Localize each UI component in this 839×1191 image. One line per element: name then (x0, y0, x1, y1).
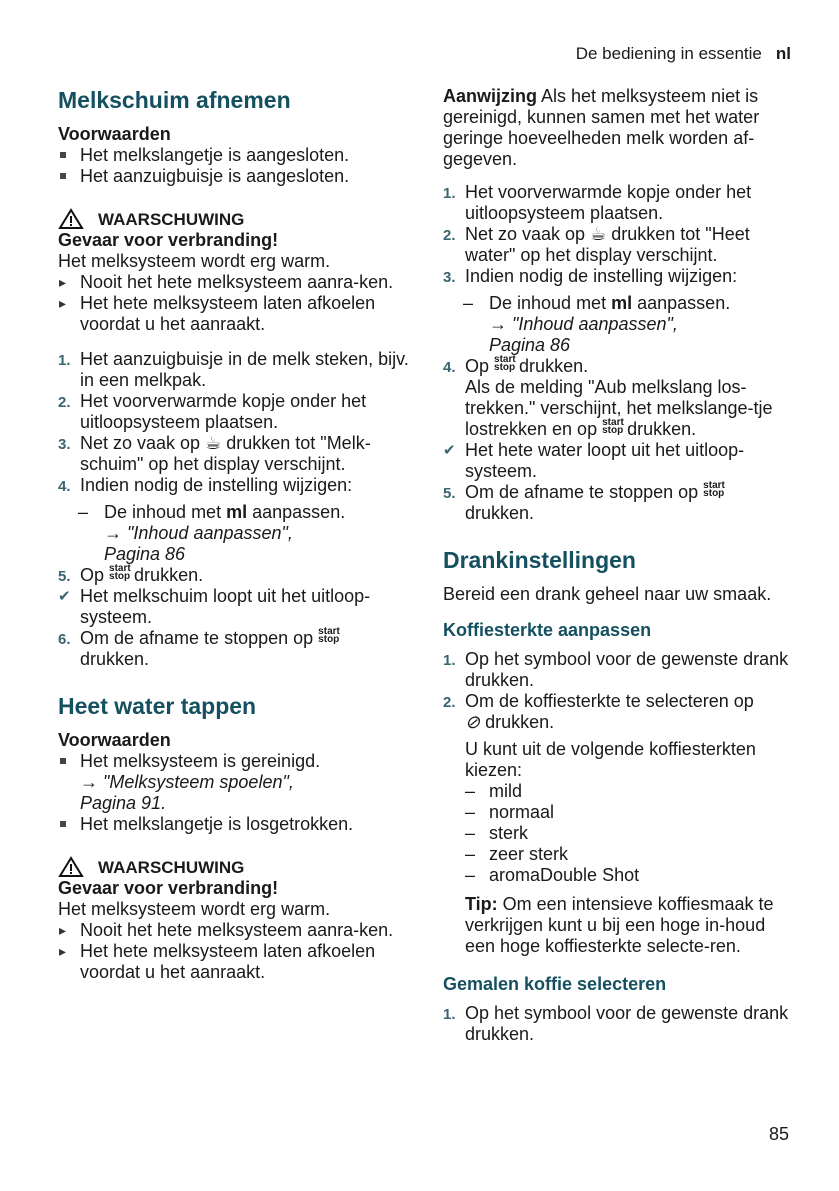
warning-icon (58, 856, 84, 878)
ground-coffee-title: Gemalen koffie selecteren (443, 974, 667, 994)
step-item: 5. Op start stop drukken. (58, 563, 204, 585)
result: ✔ Het hete water loopt uit het uitloop-systeem. (443, 440, 745, 481)
ground-steps (443, 1003, 795, 1045)
step-item: 4. Indien nodig de instelling wijzigen: (58, 475, 353, 495)
section-title: De bediening in essentie (575, 44, 762, 63)
milk-step-5 (58, 565, 410, 586)
start-stop-icon: start stop (494, 354, 516, 373)
start-stop-icon: start stop (703, 480, 725, 499)
start-stop-icon: start stop (602, 417, 624, 436)
step-item: 1. Op het symbool voor de gewenste drank drukken. (443, 649, 789, 690)
start-stop-icon: start stop (318, 626, 340, 645)
coffee-strength-icon: ⊘ (465, 712, 481, 732)
warning-icon (58, 208, 84, 230)
tip: Tip: Om een intensieve koffiesmaak te verkrijgen kunt u bij een hoge in-houd een hoge koffiesterkte selecte-ren. (465, 894, 774, 956)
left-column (58, 84, 410, 983)
water-prereq-list (58, 751, 410, 835)
list-item: Het melksysteem is gereinigd. → "Melksysteem spoelen", Pagina 91. (58, 751, 410, 814)
language-code: nl (775, 44, 791, 63)
warning-headline: Gevaar voor verbranding! (58, 230, 279, 250)
sub-step: – De inhoud met ml aanpassen. (463, 293, 731, 313)
water-step-4 (443, 356, 795, 377)
strength-option: – mild (465, 781, 523, 801)
right-column (443, 84, 795, 1045)
drinks-title: Drankinstellingen (443, 547, 636, 573)
warning-text: Het melksysteem wordt erg warm. (58, 251, 331, 271)
warning-list (58, 272, 410, 335)
list-item: ▸ Het hete melksysteem laten afkoelen voordat u het aanraakt. (58, 941, 410, 983)
list-item: Het aanzuigbuisje is aangesloten. (58, 166, 410, 187)
milk-prereq-title: Voorwaarden (58, 124, 171, 144)
warning-text: Het melksysteem wordt erg warm. (58, 899, 331, 919)
step-item: 3. Indien nodig de instelling wijzigen: (443, 266, 738, 286)
milk-title: Melkschuim afnemen (58, 87, 291, 113)
warning-label: WAARSCHUWING (98, 209, 245, 229)
list-item: ▸ Nooit het hete melksysteem aanra-ken. (58, 920, 410, 941)
water-title: Heet water tappen (58, 693, 257, 719)
strength-option: – aromaDouble Shot (465, 865, 640, 885)
list-item: Het melkslangetje is aangesloten. (58, 145, 410, 166)
page-number: 85 (768, 1124, 789, 1144)
cross-reference: → "Inhoud aanpassen", (104, 523, 293, 543)
checkmark-icon: ✔ (443, 442, 456, 459)
step-item: 6. Om de afname te stoppen op start stop drukken. (58, 626, 340, 669)
strength-option: – normaal (465, 802, 555, 822)
water-steps (443, 182, 795, 287)
warning-list (58, 920, 410, 983)
strength-choose: U kunt uit de volgende koffiesterkten kiezen: (465, 739, 756, 780)
result: ✔ Het melkschuim loopt uit het uitloop-systeem. (58, 586, 371, 627)
strength-option: – sterk (465, 823, 529, 843)
drinks-intro: Bereid een drank geheel naar uw smaak. (443, 584, 772, 604)
step-item: 2. Net zo vaak op ☕︎ drukken tot "Heet water" op het display verschijnt. (443, 224, 750, 265)
list-item: ▸ Nooit het hete melksysteem aanra-ken. (58, 272, 410, 293)
water-warning-header (58, 856, 410, 878)
step-item: 1. Op het symbool voor de gewenste drank drukken. (443, 1003, 789, 1044)
cross-reference-page: Pagina 86 (104, 544, 186, 564)
step-item: 5. Om de afname te stoppen op start stop drukken. (443, 480, 725, 523)
strength-steps (443, 649, 795, 733)
step-item: 2. Om de koffiesterkte te selecteren op ⊘ drukken. (443, 691, 754, 732)
step-item: 4. Op start stop drukken. (443, 354, 589, 376)
step-item: 3. Net zo vaak op ☕︎ drukken tot "Melk-schuim" op het display verschijnt. (58, 433, 371, 474)
step-item: 2. Het voorverwarmde kopje onder het uitloopsysteem plaatsen. (58, 391, 367, 432)
start-stop-icon: start stop (109, 563, 131, 582)
milk-prereq-list (58, 145, 410, 187)
step-item: 1. Het voorverwarmde kopje onder het uitloopsysteem plaatsen. (443, 182, 752, 223)
milk-step-6 (58, 628, 410, 670)
note: Aanwijzing Als het melksysteem niet is gereinigd, kunnen samen met het water geringe hoeveelheden melk worden af-gegeven. (443, 86, 760, 169)
strength-title: Koffiesterkte aanpassen (443, 620, 652, 640)
step-note: Als de melding "Aub melkslang los-trekken." verschijnt, het melkslange-tje lostrekken en op start stop drukken. (465, 377, 773, 439)
cross-reference-page: Pagina 86 (489, 335, 571, 355)
hot-water-icon: ☕︎ (590, 224, 607, 244)
milk-warning-header (58, 208, 410, 230)
milk-function-icon: ☕︎ (205, 433, 222, 453)
warning-headline: Gevaar voor verbranding! (58, 878, 279, 898)
sub-step: – De inhoud met ml aanpassen. (78, 502, 346, 522)
page-header (576, 44, 791, 64)
water-prereq-title: Voorwaarden (58, 730, 171, 750)
list-item: ▸ Het hete melksysteem laten afkoelen voordat u het aanraakt. (58, 293, 410, 335)
warning-label: WAARSCHUWING (98, 857, 245, 877)
cross-reference: → "Inhoud aanpassen", (489, 314, 678, 334)
list-item: Het melkslangetje is losgetrokken. (58, 814, 410, 835)
strength-option: – zeer sterk (465, 844, 569, 864)
milk-steps (58, 349, 410, 496)
water-step-5 (443, 482, 795, 524)
checkmark-icon: ✔ (58, 588, 71, 605)
step-item: 1. Het aanzuigbuisje in de melk steken, bijv. in een melkpak. (58, 349, 409, 390)
